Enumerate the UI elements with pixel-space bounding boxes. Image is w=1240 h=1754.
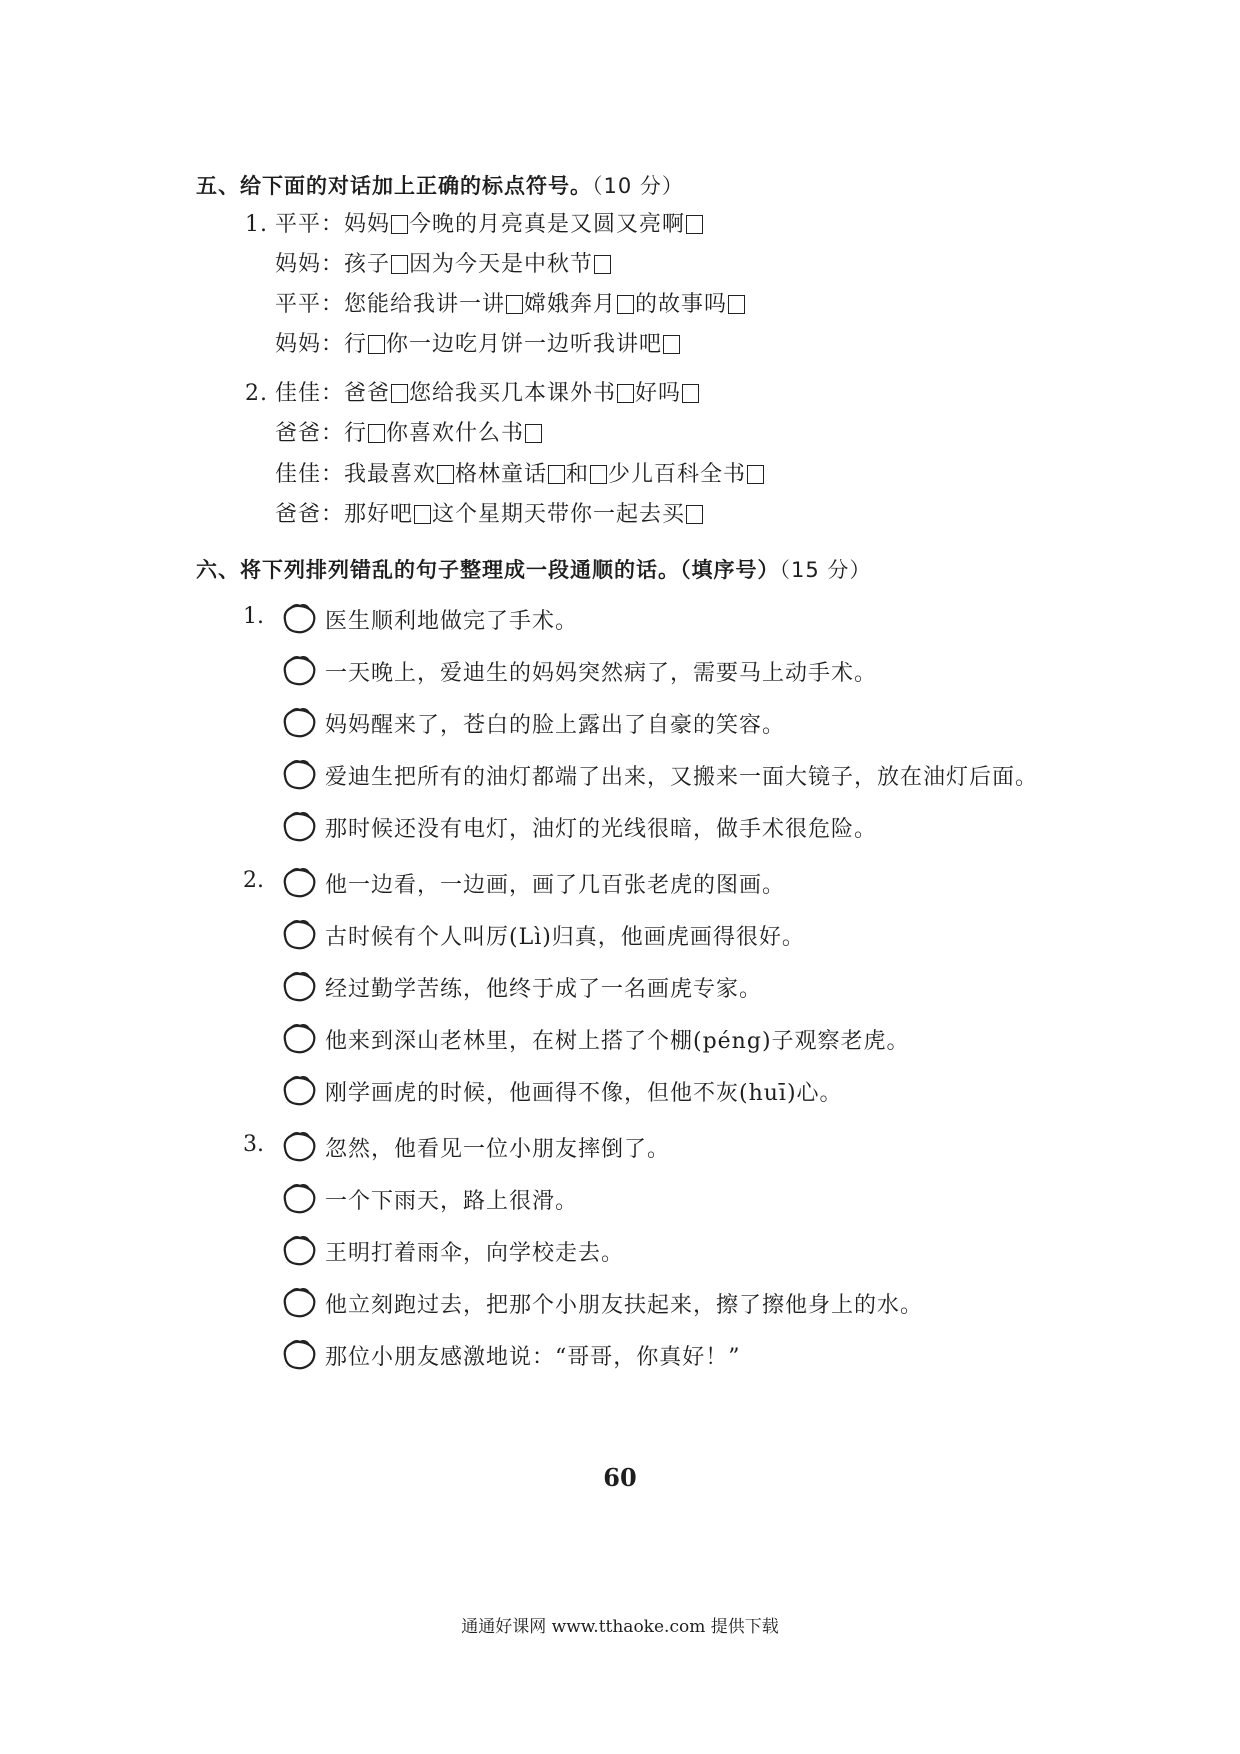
sentence-text: 那位小朋友感激地说：“哥哥，你真好！”: [325, 1345, 741, 1370]
section-6-title: [196, 554, 871, 584]
order-number-bubble[interactable]: [279, 704, 319, 740]
punctuation-blank-box[interactable]: [437, 465, 454, 484]
punctuation-blank-box[interactable]: [391, 215, 408, 234]
dialogue-text: 您给我买几本课外书: [409, 381, 617, 406]
dialogue-line: [275, 247, 612, 278]
dialogue-text: 少儿百科全书: [608, 462, 747, 487]
section-5-title: [196, 170, 684, 200]
order-number-bubble[interactable]: [279, 968, 319, 1004]
order-number-bubble[interactable]: [279, 1072, 319, 1108]
dialogue-text: 平平：妈妈: [275, 212, 391, 237]
dialogue-line: [275, 497, 704, 528]
punctuation-blank-box[interactable]: [594, 255, 611, 274]
sentence-text: 一个下雨天，路上很滑。: [325, 1189, 579, 1214]
dialogue-text: 平平：您能给我讲一讲: [275, 292, 506, 317]
punctuation-blank-box[interactable]: [590, 465, 607, 484]
question-number: 3.: [243, 1132, 264, 1157]
section-6-title-text: 六、将下列排列错乱的句子整理成一段通顺的话。: [196, 558, 680, 582]
dialogue-text: 爸爸：那好吧: [275, 502, 414, 527]
section-6-fill-note: （填序号）: [680, 558, 780, 582]
punctuation-blank-box[interactable]: [391, 384, 408, 403]
sentence-text: 妈妈醒来了，苍白的脸上露出了自豪的笑容。: [325, 713, 786, 738]
order-number-bubble[interactable]: [279, 808, 319, 844]
dialogue-text: 妈妈：孩子: [275, 252, 391, 277]
punctuation-blank-box[interactable]: [506, 295, 523, 314]
order-number-bubble[interactable]: [279, 1336, 319, 1372]
dialogue-line: [275, 416, 543, 447]
order-number-bubble[interactable]: [279, 1284, 319, 1320]
punctuation-blank-box[interactable]: [391, 255, 408, 274]
order-number-bubble[interactable]: [279, 1232, 319, 1268]
footer-credit: 通通好课网 www.tthaoke.com 提供下载: [461, 1617, 779, 1637]
dialogue-text: 你喜欢什么书: [386, 421, 525, 446]
dialogue-line: [275, 327, 681, 358]
dialogue-line: [275, 457, 765, 488]
sentence-text: 爱迪生把所有的油灯都端了出来，又搬来一面大镜子，放在油灯后面。: [325, 765, 1039, 790]
page-number: 60: [603, 1463, 637, 1492]
sentence-text: 他一边看，一边画，画了几百张老虎的图画。: [325, 873, 786, 898]
order-number-bubble[interactable]: [279, 1020, 319, 1056]
order-number-bubble[interactable]: [279, 864, 319, 900]
sentence-text: 古时候有个人叫厉(Lì)归真，他画虎画得很好。: [325, 925, 805, 950]
dialogue-text: 因为今天是中秋节: [409, 252, 594, 277]
order-number-bubble[interactable]: [279, 916, 319, 952]
punctuation-blank-box[interactable]: [682, 384, 699, 403]
dialogue-text: 今晚的月亮真是又圆又亮啊: [409, 212, 686, 237]
order-number-bubble[interactable]: [279, 1180, 319, 1216]
punctuation-blank-box[interactable]: [368, 424, 385, 443]
question-number: 1.: [243, 604, 264, 629]
dialogue-line: [245, 207, 704, 238]
sentence-text: 医生顺利地做完了手术。: [325, 609, 579, 634]
section-5-points: （10 分）: [592, 174, 684, 198]
sentence-text: 经过勤学苦练，他终于成了一名画虎专家。: [325, 977, 763, 1002]
question-number: 2.: [245, 381, 268, 406]
sentence-text: 忽然，他看见一位小朋友摔倒了。: [325, 1137, 671, 1162]
dialogue-text: 佳佳：我最喜欢: [275, 462, 437, 487]
dialogue-text: 和: [566, 462, 590, 487]
punctuation-blank-box[interactable]: [747, 465, 764, 484]
punctuation-blank-box[interactable]: [617, 384, 634, 403]
dialogue-line: [275, 287, 746, 318]
order-number-bubble[interactable]: [279, 600, 319, 636]
dialogue-text: 佳佳：爸爸: [275, 381, 391, 406]
dialogue-text: 爸爸：行: [275, 421, 368, 446]
dialogue-text: 你一边吃月饼一边听我讲吧: [386, 332, 663, 357]
punctuation-blank-box[interactable]: [525, 424, 542, 443]
sentence-text: 他来到深山老林里，在树上搭了个棚(péng)子观察老虎。: [325, 1029, 910, 1054]
dialogue-text: 这个星期天带你一起去买: [432, 502, 686, 527]
dialogue-text: 好吗: [635, 381, 682, 406]
section-6-points: （15 分）: [779, 558, 872, 582]
order-number-bubble[interactable]: [279, 756, 319, 792]
dialogue-text: 格林童话: [455, 462, 548, 487]
sentence-text: 刚学画虎的时候，他画得不像，但他不灰(huī)心。: [325, 1081, 843, 1106]
punctuation-blank-box[interactable]: [548, 465, 565, 484]
punctuation-blank-box[interactable]: [663, 335, 680, 354]
order-number-bubble[interactable]: [279, 1128, 319, 1164]
punctuation-blank-box[interactable]: [617, 295, 634, 314]
sentence-text: 他立刻跑过去，把那个小朋友扶起来，擦了擦他身上的水。: [325, 1293, 924, 1318]
dialogue-text: 妈妈：行: [275, 332, 368, 357]
sentence-text: 王明打着雨伞，向学校走去。: [325, 1241, 625, 1266]
punctuation-blank-box[interactable]: [686, 505, 703, 524]
section-5-title-text: 五、给下面的对话加上正确的标点符号。: [196, 174, 592, 198]
punctuation-blank-box[interactable]: [414, 505, 431, 524]
dialogue-text: 嫦娥奔月: [524, 292, 617, 317]
sentence-text: 那时候还没有电灯，油灯的光线很暗，做手术很危险。: [325, 817, 878, 842]
sentence-text: 一天晚上，爱迪生的妈妈突然病了，需要马上动手术。: [325, 661, 878, 686]
punctuation-blank-box[interactable]: [728, 295, 745, 314]
dialogue-text: 的故事吗: [635, 292, 728, 317]
question-number: 1.: [245, 212, 268, 237]
dialogue-line: [245, 376, 700, 407]
punctuation-blank-box[interactable]: [686, 215, 703, 234]
question-number: 2.: [243, 868, 264, 893]
punctuation-blank-box[interactable]: [368, 335, 385, 354]
order-number-bubble[interactable]: [279, 652, 319, 688]
